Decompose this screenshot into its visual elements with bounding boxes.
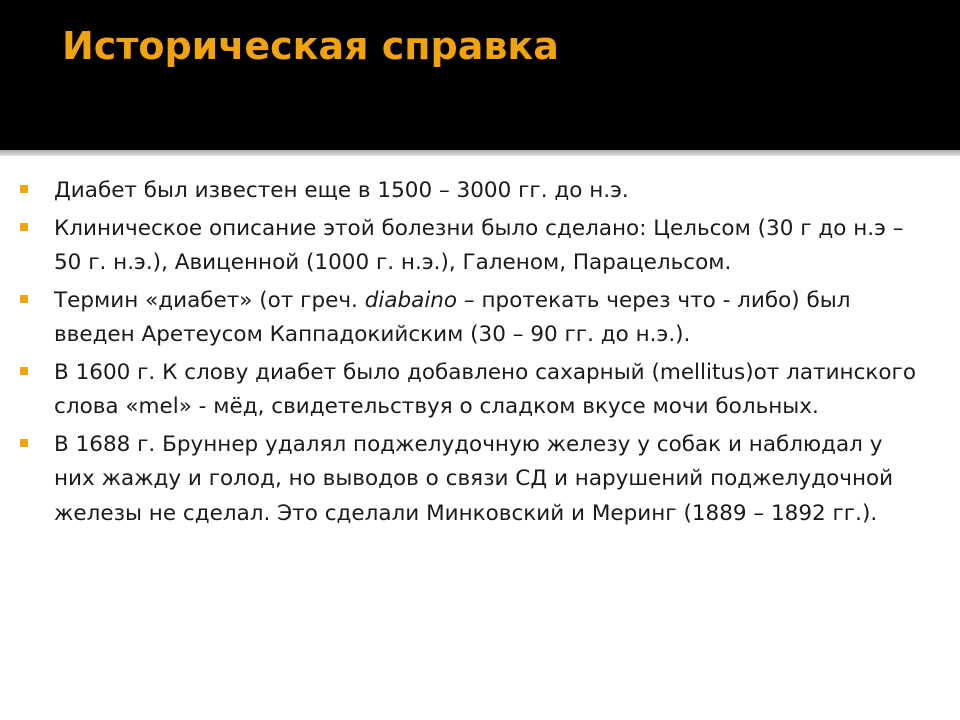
square-bullet-icon <box>20 439 28 447</box>
bullet-text: Диабет был известен еще в 1500 – 3000 гг. до н.э. <box>54 178 629 203</box>
greek-term: diabaino <box>364 287 458 313</box>
bullet-text: В 1600 г. К слову диабет было добавлено сахарный (mellitus)от латинского слова «mel» - мёд, свидетельствуя о сладком вкусе мочи больных. <box>54 359 917 419</box>
bullet-text <box>54 288 851 348</box>
header-divider <box>0 150 960 156</box>
square-bullet-icon <box>20 367 28 375</box>
bullet-item <box>20 428 925 532</box>
square-bullet-icon <box>20 223 28 231</box>
bullet-text-part: Термин «диабет» (от греч. <box>54 287 365 313</box>
bullet-item <box>20 356 925 425</box>
bullet-text-part: – протекать через что - либо) был введен Аретеусом Каппадокийским (30 – 90 гг. до н.э.). <box>54 287 851 347</box>
slide-body <box>20 174 925 534</box>
bullet-text: В 1688 г. Бруннер удалял поджелудочную железу у собак и наблюдал у них жажду и голод, но выводов о связи СД и нарушений поджелудочной железы не сделал. Это сделали Минковский и Меринг (1889 – 1892 гг.). <box>54 431 894 526</box>
bullet-item <box>20 212 925 281</box>
bullet-item <box>20 174 925 209</box>
bullet-item <box>20 284 925 353</box>
square-bullet-icon <box>20 185 28 193</box>
slide-title: Историческая справка <box>62 24 559 68</box>
square-bullet-icon <box>20 295 28 303</box>
bullet-list <box>20 174 925 531</box>
title-bar <box>0 0 960 150</box>
bullet-text: Клиническое описание этой болезни было сделано: Цельсом (30 г до н.э – 50 г. н.э.), Авиценной (1000 г. н.э.), Галеном, Парацельсом. <box>54 215 904 275</box>
